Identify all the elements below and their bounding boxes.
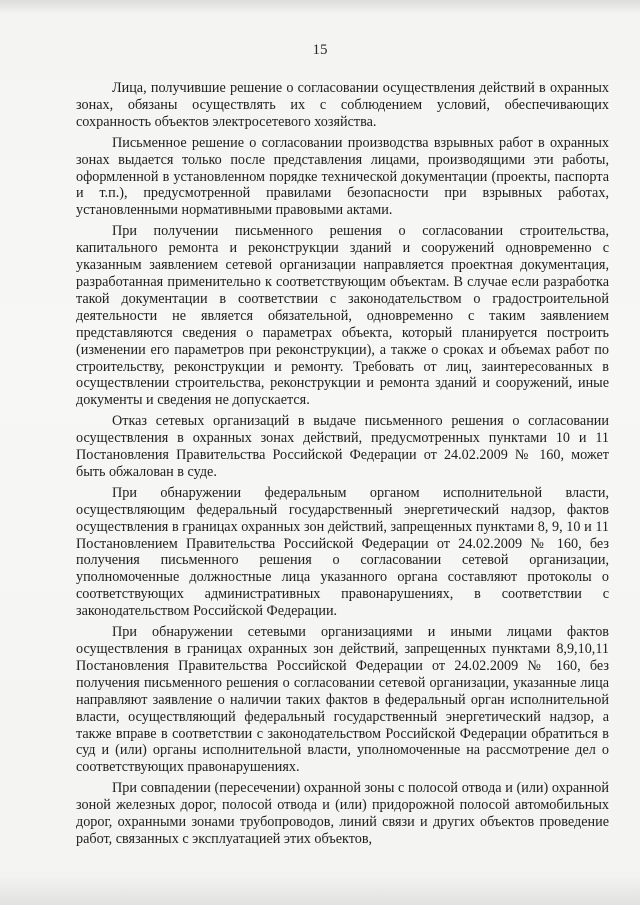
page-number: 15 [312,42,328,58]
scan-top-shadow [0,0,640,14]
paragraph-2: Письменное решение о согласовании производства взрывных работ в охранных зонах выдается только после представления лицами, производящими эти работы, оформленной в установленном порядке технической документации (проекты, паспорта и т.п.), предусмотренной правилами безопасности при взрывных работах, установленными нормативными правовыми актами. [76,134,609,219]
document-body [76,80,609,852]
paragraph-3: При получении письменного решения о согласовании строительства, капитального ремонта и реконструкции зданий и сооружений одновременно с указанным заявлением сетевой организации направляется проектная документация, разработанная применительно к соответствующим объектам. В случае если разработка такой документации в соответствии с законодательством о градостроительной деятельности не является обязательной, одновременно с таким заявлением представляются сведения о параметрах объекта, который планируется построить (изменении его параметров при реконструкции), а также о сроках и объемах работ по строительству, реконструкции и ремонту. Требовать от лиц, заинтересованных в осуществлении строительства, реконструкции и ремонта зданий и сооружений, иные документы и сведения не допускается. [76,223,609,409]
scan-bottom-shadow [0,875,640,905]
paragraph-1: Лица, получившие решение о согласовании осуществления действий в охранных зонах, обязаны осуществлять их с соблюдением условий, обеспечивающих сохранность объектов электросетевого хозяйства. [76,80,609,130]
paragraph-5: При обнаружении федеральным органом исполнительной власти, осуществляющим федеральный государственный энергетический надзор, фактов осуществления в границах охранных зон действий, запрещенных пунктами 8, 9, 10 и 11 Постановлением Правительства Российской Федерации от 24.02.2009 № 160, без получения письменного решения о согласовании сетевой организации, уполномоченные должностные лица указанного органа составляют протоколы о соответствующих административных правонарушениях, в соответствии с законодательством Российской Федерации. [76,484,609,620]
paragraph-6: При обнаружении сетевыми организациями и иными лицами фактов осуществления в границах охранных зон действий, запрещенных пунктами 8,9,10,11 Постановления Правительства Российской Федерации от 24.02.2009 № 160, без получения письменного решения о согласовании сетевой организации, указанные лица направляют заявление о наличии таких фактов в федеральный орган исполнительной власти, осуществляющий федеральный государственный энергетический надзор, а также вправе в соответствии с законодательством Российской Федерации обратиться в суд и (или) органы исполнительной власти, уполномоченные на рассмотрение дел о соответствующих правонарушениях. [76,624,609,776]
paragraph-7: При совпадении (пересечении) охранной зоны с полосой отвода и (или) охранной зоной железных дорог, полосой отвода и (или) придорожной полосой автомобильных дорог, охранными зонами трубопроводов, линий связи и других объектов проведение работ, связанных с эксплуатацией этих объектов, [76,780,609,847]
paragraph-4: Отказ сетевых организаций в выдаче письменного решения о согласовании осуществления в охранных зонах действий, предусмотренных пунктами 10 и 11 Постановления Правительства Российской Федерации от 24.02.2009 № 160, может быть обжалован в суде. [76,413,609,480]
